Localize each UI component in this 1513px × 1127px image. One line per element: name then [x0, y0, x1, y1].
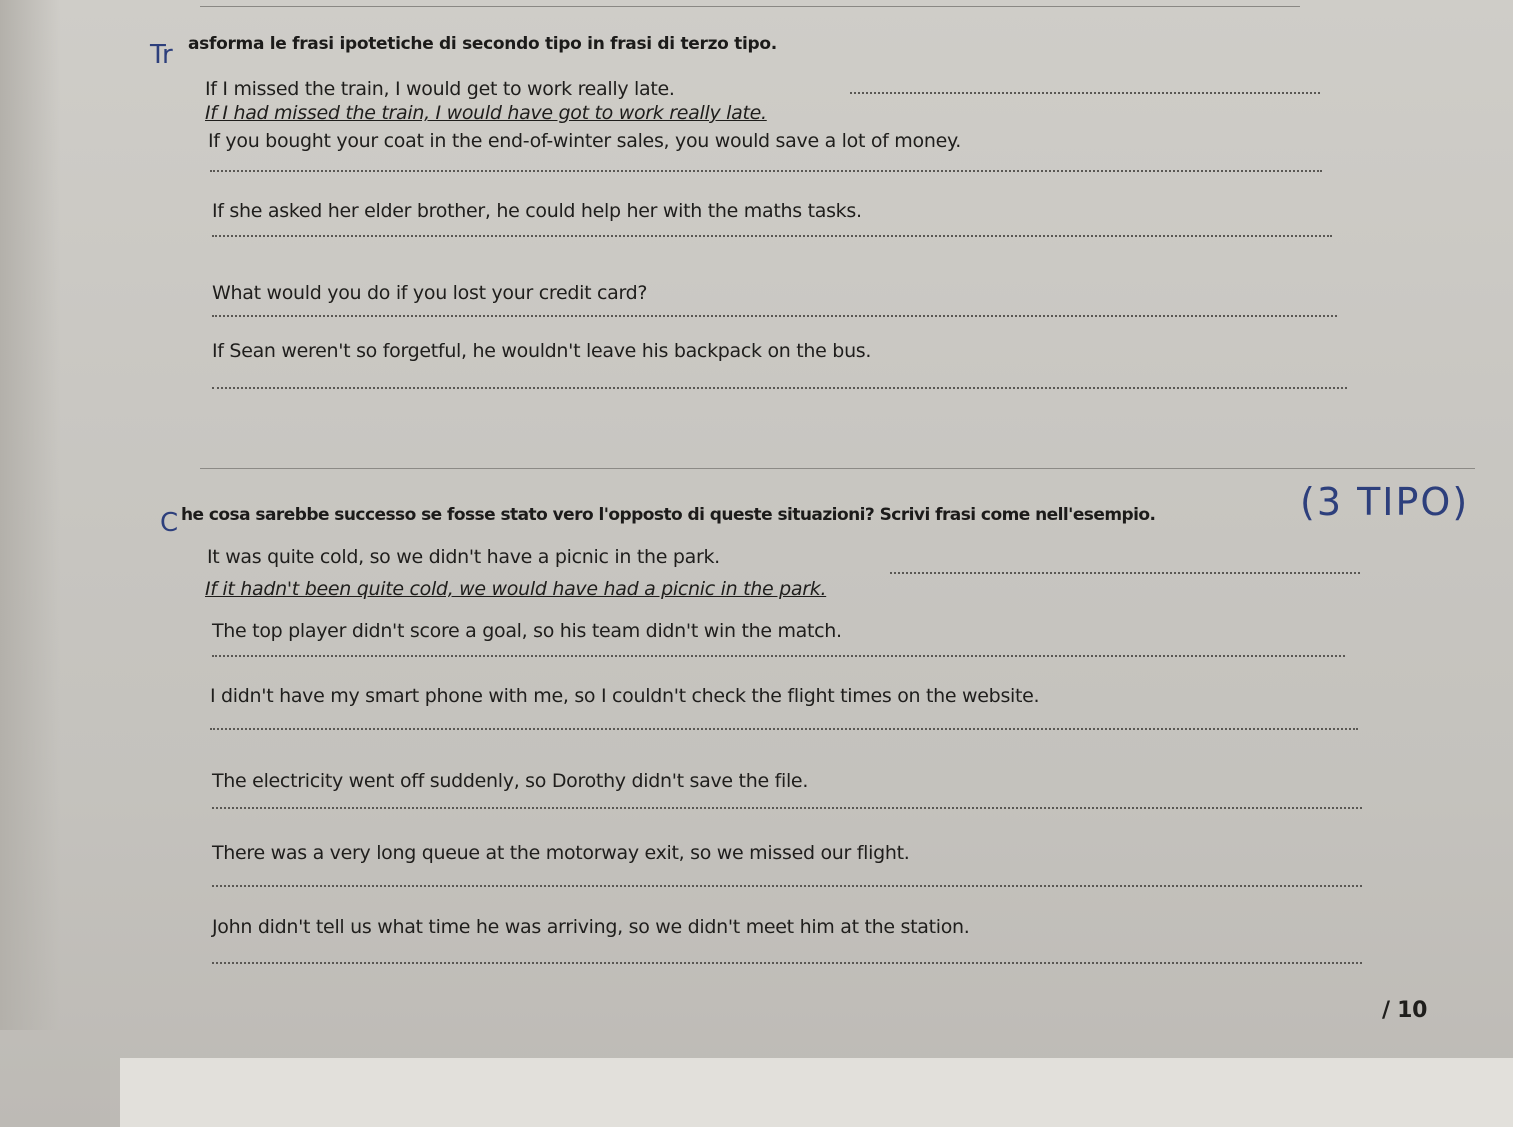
answer-line: [890, 572, 1360, 574]
answer-line: [212, 387, 1347, 389]
instruction-1: asforma le frasi ipotetiche di secondo tipo in frasi di terzo tipo.: [188, 34, 777, 54]
example-answer-2: If it hadn't been quite cold, we would have had a picnic in the park.: [205, 578, 827, 600]
handwritten-note: (3 TIPO): [1300, 480, 1470, 524]
page-shadow: [0, 0, 60, 1030]
handwritten-prefix-2: C: [160, 508, 179, 538]
example-prompt-1: If I missed the train, I would get to work really late.: [205, 78, 675, 100]
answer-line: [210, 170, 1322, 172]
item-1-4: If Sean weren't so forgetful, he wouldn't leave his backpack on the bus.: [212, 340, 872, 362]
handwritten-prefix-1: Tr: [150, 40, 173, 70]
section-divider: [200, 468, 1475, 469]
item-1-3: What would you do if you lost your credit card?: [212, 282, 648, 304]
item-1-1: If you bought your coat in the end-of-winter sales, you would save a lot of money.: [208, 130, 961, 152]
item-2-2: I didn't have my smart phone with me, so I couldn't check the flight times on the website.: [210, 685, 1040, 707]
answer-line: [212, 962, 1362, 964]
item-2-4: There was a very long queue at the motorway exit, so we missed our flight.: [212, 842, 910, 864]
answer-line: [850, 92, 1320, 94]
top-rule: [200, 6, 1300, 7]
answer-line: [212, 235, 1332, 237]
score-total: / 10: [1382, 998, 1428, 1023]
example-answer-1: If I had missed the train, I would have got to work really late.: [205, 102, 767, 124]
item-1-2: If she asked her elder brother, he could help her with the maths tasks.: [212, 200, 862, 222]
answer-line: [212, 885, 1362, 887]
answer-line: [210, 728, 1358, 730]
answer-line: [212, 655, 1345, 657]
answer-line: [212, 807, 1362, 809]
item-2-1: The top player didn't score a goal, so his team didn't win the match.: [212, 620, 842, 642]
example-prompt-2: It was quite cold, so we didn't have a picnic in the park.: [207, 546, 720, 568]
instruction-2: he cosa sarebbe successo se fosse stato vero l'opposto di queste situazioni? Scrivi frasi come nell'esempio.: [181, 505, 1156, 525]
answer-line: [212, 315, 1337, 317]
item-2-5: John didn't tell us what time he was arriving, so we didn't meet him at the station.: [212, 916, 970, 938]
desk-surface: [120, 1058, 1513, 1127]
item-2-3: The electricity went off suddenly, so Dorothy didn't save the file.: [212, 770, 809, 792]
